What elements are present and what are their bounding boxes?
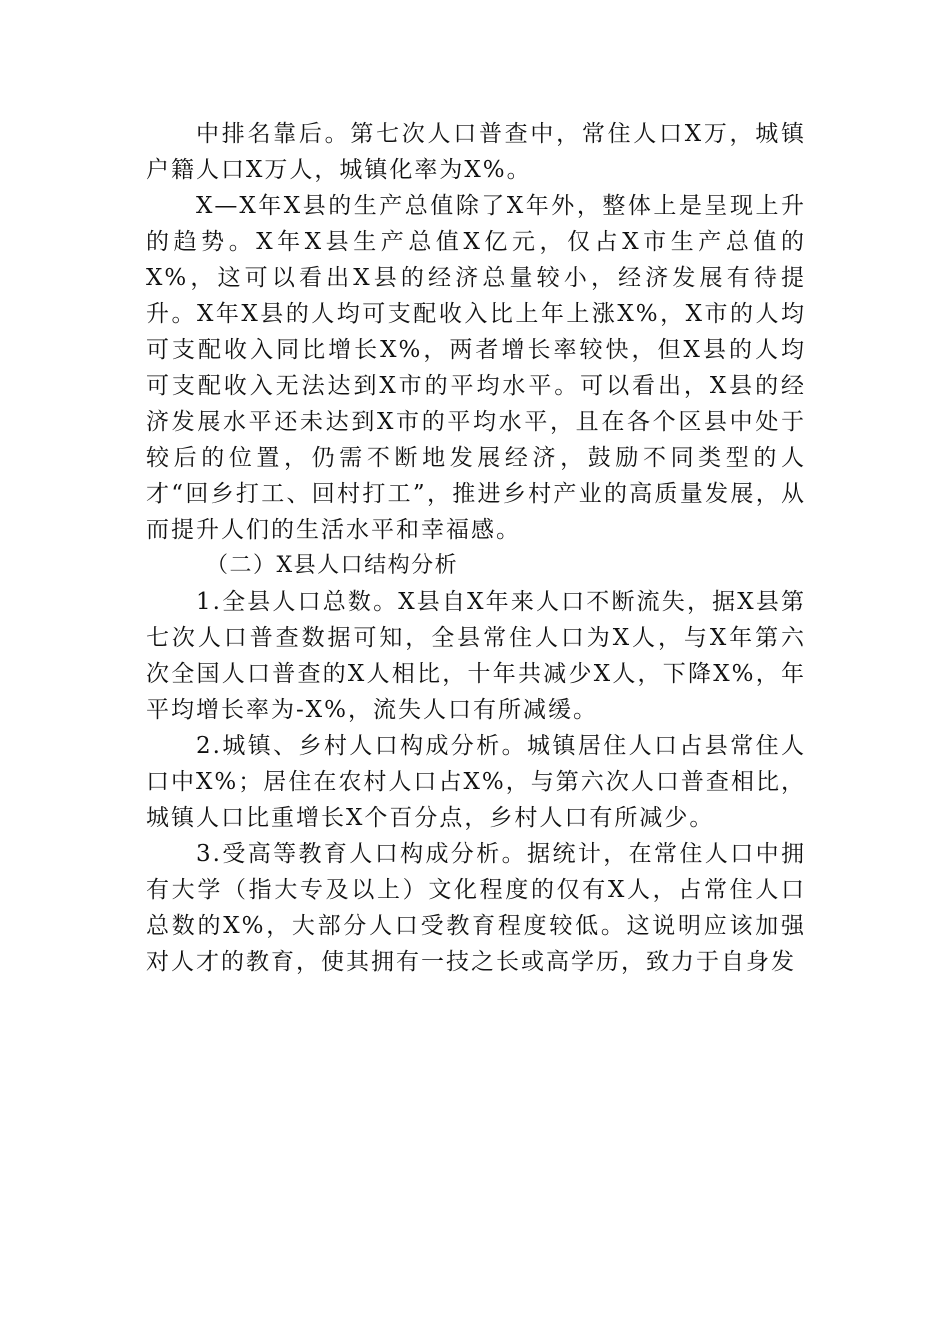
paragraph-urban-rural-population: 2.城镇、乡村人口构成分析。城镇居住人口占县常住人口中X%；居住在农村人口占X%，与第六次人口普查相比，城镇人口比重增长X个百分点，乡村人口有所减少。 (146, 733, 806, 831)
document-body (146, 116, 806, 980)
paragraph-population-summary: 中排名靠后。第七次人口普查中，常住人口X万，城镇户籍人口X万人，城镇化率为X%。 (146, 121, 806, 183)
paragraph-total-population: 1.全县人口总数。X县自X年来人口不断流失，据X县第七次人口普查数据可知，全县常住人口为X人，与X年第六次全国人口普查的X人相比，十年共减少X人，下降X%，年平均增长率为-X%，流失人口有所减缓。 (146, 589, 806, 723)
section-heading-population-structure: （二）X县人口结构分析 (206, 553, 459, 578)
paragraph-higher-education-population: 3.受高等教育人口构成分析。据统计，在常住人口中拥有大学（指大专及以上）文化程度的仅有X人，占常住人口总数的X%，大部分人口受教育程度较低。这说明应该加强对人才的教育，使其拥有一技之长或高学历，致力于自身发 (146, 841, 806, 975)
paragraph-economy-analysis: X—X年X县的生产总值除了X年外，整体上是呈现上升的趋势。X年X县生产总值X亿元，仅占X市生产总值的X%，这可以看出X县的经济总量较小，经济发展有待提升。X年X县的人均可支配收入比上年上涨X%，X市的人均可支配收入同比增长X%，两者增长率较快，但X县的人均可支配收入无法达到X市的平均水平。可以看出，X县的经济发展水平还未达到X市的平均水平，且在各个区县中处于较后的位置，仍需不断地发展经济，鼓励不同类型的人才“回乡打工、回村打工”，推进乡村产业的高质量发展，从而提升人们的生活水平和幸福感。 (146, 193, 806, 543)
